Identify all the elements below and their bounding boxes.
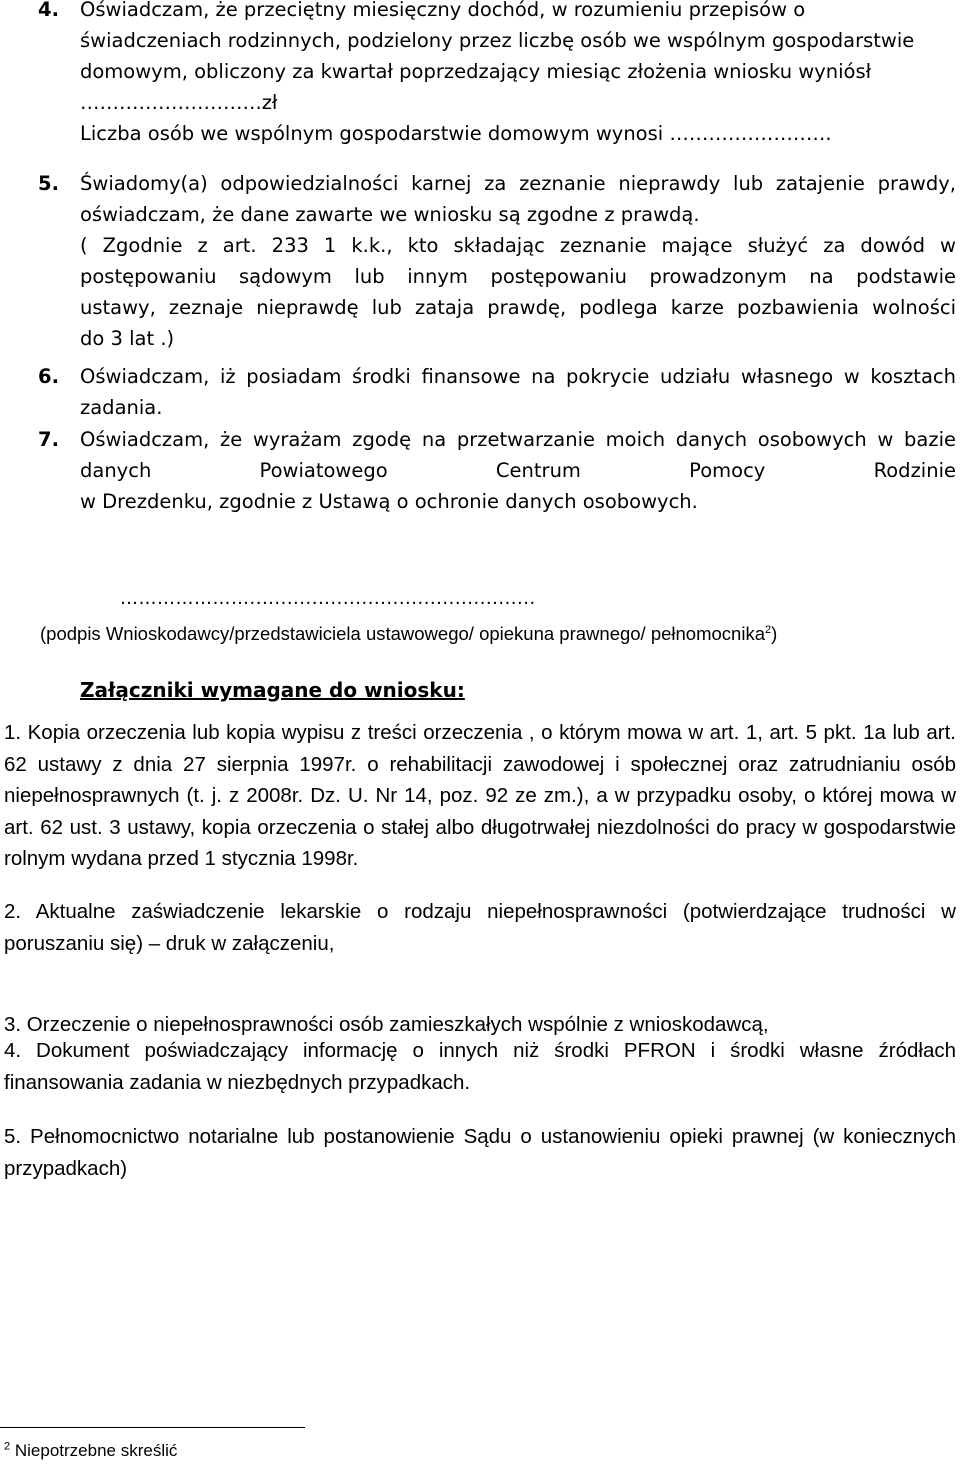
attachments-heading-text: Załączniki wymagane do wniosku: bbox=[80, 678, 465, 702]
footnote-mark: 2 bbox=[4, 1440, 11, 1453]
footnote-text: Niepotrzebne skreślić bbox=[14, 1441, 178, 1460]
text-line: Liczba osób we wspólnym gospodarstwie domowym wynosi ……………………. bbox=[80, 122, 832, 145]
signature-caption-text: (podpis Wnioskodawcy/przedstawiciela ustawowego/ opiekuna prawnego/ pełnomocnika bbox=[40, 623, 765, 644]
statement-own-funds bbox=[38, 361, 956, 423]
text-line: oświadczam, że dane zawarte we wniosku są zgodne z prawdą. bbox=[80, 203, 700, 226]
text-line: do 3 lat .) bbox=[80, 327, 175, 350]
item-number: 6. bbox=[38, 365, 59, 388]
text-line: świadczeniach rodzinnych, podzielony przez liczbę osób we wspólnym gospodarstwie bbox=[80, 29, 915, 52]
attachments-heading bbox=[80, 675, 465, 705]
text-line: Oświadczam, iż posiadam środki finansowe na pokrycie udziału własnego w kosztach bbox=[80, 365, 956, 388]
text-line: w Drezdenku, zgodnie z Ustawą o ochronie danych osobowych. bbox=[80, 490, 698, 513]
text-line: postępowaniu sądowym lub innym postępowaniu prowadzonym na podstawie bbox=[80, 265, 956, 288]
text-line: Oświadczam, że przeciętny miesięczny dochód, w rozumieniu przepisów o bbox=[80, 0, 806, 21]
text-line: Świadomy(a) odpowiedzialności karnej za zeznanie nieprawdy lub zatajenie prawdy, bbox=[80, 172, 956, 195]
footnote-separator bbox=[0, 1427, 305, 1428]
signature-caption-end: ) bbox=[771, 623, 778, 644]
footnote-reference: 2 bbox=[765, 623, 772, 636]
statement-responsibility bbox=[38, 168, 956, 354]
text-line: Oświadczam, że wyrażam zgodę na przetwarzanie moich danych osobowych w bazie bbox=[80, 428, 956, 451]
text-line: zadania. bbox=[80, 396, 163, 419]
item-number: 5. bbox=[38, 172, 59, 195]
statement-data-consent bbox=[38, 424, 956, 517]
signature-line: ………………….............................................. bbox=[120, 588, 536, 609]
attachment-item-1: 1. Kopia orzeczenia lub kopia wypisu z treści orzeczenia , o którym mowa w art. 1, art. 5 pkt. 1a lub art. 62 ustawy z dnia 27 sierpnia 1997r. o rehabilitacji zawodowej i społecznej oraz zatrudnianiu osób niepełnosprawnych (t. j. z 2008r. Dz. U. Nr 14, poz. 92 ze zm.), a w przypadku osoby, o której mowa w art. 62 ust. 3 ustawy, kopia orzeczenia o stałej albo długotrwałej niezdolności do pracy w gospodarstwie rolnym wydana przed 1 stycznia 1998r. bbox=[4, 721, 956, 870]
text-line: ( Zgodnie z art. 233 1 k.k., kto składając zeznanie mające służyć za dowód w bbox=[80, 234, 956, 257]
attachment-item-3: 3. Orzeczenie o niepełnosprawności osób zamieszkałych wspólnie z wnioskodawcą, bbox=[4, 1013, 769, 1036]
attachment-item-4: 4. Dokument poświadczający informację o innych niż środki PFRON i środki własne źródłach finansowania zadania w niezbędnych przypadkach. bbox=[4, 1039, 956, 1094]
text-line: domowym, obliczony za kwartał poprzedzający miesiąc złożenia wniosku wyniósł bbox=[80, 60, 872, 83]
text-line: ustawy, zeznaje nieprawdę lub zataja prawdę, podlega karze pozbawienia wolności bbox=[80, 296, 956, 319]
item-number: 7. bbox=[38, 428, 59, 451]
footnote bbox=[4, 1439, 177, 1463]
attachment-item-5: 5. Pełnomocnictwo notarialne lub postanowienie Sądu o ustanowieniu opieki prawnej (w koniecznych przypadkach) bbox=[4, 1125, 956, 1180]
text-line: ……………………….zł bbox=[80, 91, 278, 114]
item-number: 4. bbox=[38, 0, 59, 21]
statement-income bbox=[38, 0, 956, 149]
signature-caption bbox=[40, 620, 940, 648]
attachment-item-2: 2. Aktualne zaświadczenie lekarskie o rodzaju niepełnosprawności (potwierdzające trudności w poruszaniu się) – druk w załączeniu, bbox=[4, 900, 956, 955]
text-line: danych Powiatowego Centrum Pomocy Rodzinie bbox=[80, 459, 956, 482]
